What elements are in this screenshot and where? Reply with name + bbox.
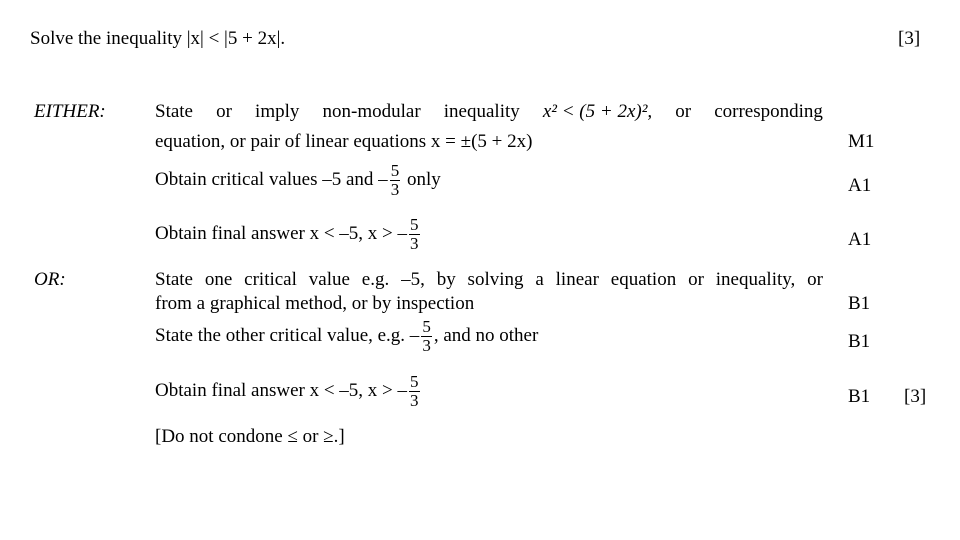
word: e.g.: [361, 269, 390, 290]
or-step1-line1: [155, 269, 823, 291]
word: linear: [555, 269, 599, 290]
fraction: [421, 318, 432, 355]
or-step3-total: [3]: [904, 386, 927, 407]
fraction-denominator: 3: [390, 180, 400, 199]
or-step2-mark: B1: [848, 331, 871, 352]
step-text: only: [402, 168, 441, 190]
fraction: [409, 373, 420, 410]
fraction-numerator: 5: [390, 161, 400, 180]
word: or: [216, 101, 232, 122]
or-step1-mark: B1: [848, 293, 871, 314]
math-expression: x² < (5 + 2x)²,: [542, 101, 653, 122]
fraction-numerator: 5: [410, 215, 419, 234]
or-step3-mark: B1: [848, 386, 871, 407]
question-total-marks: [3]: [898, 28, 921, 49]
word: inequality,: [715, 269, 796, 290]
fraction-denominator: 3: [422, 336, 431, 355]
either-step2-mark: A1: [848, 175, 872, 196]
step-text: Obtain final answer x < –5, x > –: [155, 222, 408, 244]
question-prompt: [30, 28, 285, 50]
either-step1-line2: equation, or pair of linear equations x = ±(5 + 2x): [155, 131, 533, 152]
word: non-modular: [322, 101, 421, 122]
either-step1-mark: M1: [848, 131, 875, 152]
fraction: [390, 162, 401, 199]
either-step3-mark: A1: [848, 229, 872, 250]
word: corresponding: [714, 101, 823, 122]
step-text: , and no other: [433, 324, 539, 346]
step-text: State the other critical value, e.g. –: [155, 324, 420, 346]
fraction-denominator: 3: [410, 234, 419, 253]
word: by: [436, 269, 456, 290]
either-label: EITHER:: [34, 101, 106, 122]
fraction-numerator: 5: [422, 317, 431, 336]
or-step1-line2: from a graphical method, or by inspection: [155, 293, 475, 314]
fraction-denominator: 3: [410, 391, 419, 410]
fraction: [409, 216, 420, 253]
or-step2: [155, 318, 538, 355]
word: critical: [244, 269, 297, 290]
word: or: [807, 269, 823, 290]
question-prompt-text: Solve the inequality: [30, 28, 187, 49]
step-text: Obtain final answer x < –5, x > –: [155, 379, 408, 401]
word: imply: [255, 101, 300, 122]
word: State: [155, 269, 193, 290]
word: or: [688, 269, 704, 290]
word: a: [535, 269, 544, 290]
either-step2: [155, 162, 441, 199]
either-step3: [155, 216, 422, 253]
step-text: Obtain critical values –5 and –: [155, 168, 388, 190]
word: –5,: [401, 269, 425, 290]
word: equation: [610, 269, 677, 290]
or-note: [Do not condone ≤ or ≥.]: [155, 426, 345, 447]
or-step3: [155, 373, 422, 410]
word: State: [155, 101, 193, 122]
word: inequality: [443, 101, 520, 122]
or-label: OR:: [34, 269, 66, 290]
question-math: |x| < |5 + 2x|.: [186, 28, 286, 49]
either-step1-line1: [155, 101, 823, 123]
word: or: [675, 101, 692, 122]
word: one: [204, 269, 233, 290]
word: solving: [467, 269, 524, 290]
fraction-numerator: 5: [410, 372, 419, 391]
word: value: [308, 269, 350, 290]
